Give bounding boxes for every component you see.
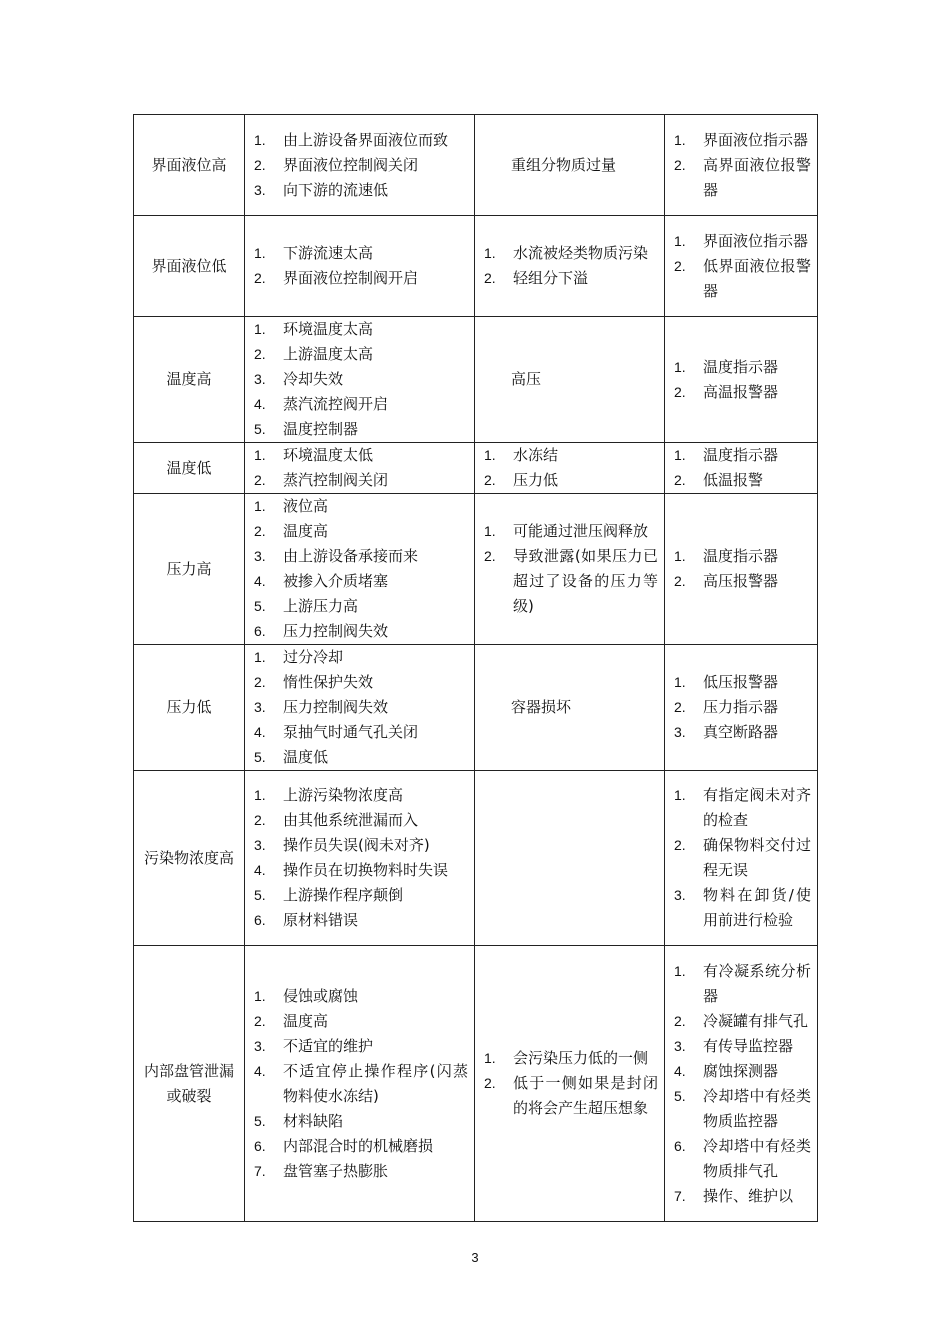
list-number: 1.	[484, 245, 496, 261]
list-item	[245, 392, 474, 417]
list-item	[245, 1059, 474, 1109]
list-number: 1.	[674, 447, 686, 463]
list-text: 温度指示器	[703, 547, 779, 565]
list-text: 向下游的流速低	[283, 180, 389, 199]
safeguards-list	[665, 959, 817, 1209]
list-text: 低界面液位报警器	[703, 256, 811, 300]
list-number: 2.	[484, 472, 496, 488]
list-number: 3.	[674, 724, 686, 740]
list-item	[665, 833, 817, 883]
table-row	[134, 771, 818, 946]
list-text: 轻组分下溢	[513, 269, 589, 287]
deviation-cell: 内部盘管泄漏或破裂	[134, 946, 245, 1222]
list-number: 1.	[674, 787, 686, 803]
list-number: 3.	[254, 1037, 266, 1054]
list-item	[665, 883, 817, 933]
list-text: 高温报警器	[703, 382, 779, 401]
list-number: 1.	[254, 787, 266, 803]
list-number: 2.	[254, 156, 266, 173]
list-number: 2.	[674, 472, 686, 488]
consequences-list	[475, 443, 664, 493]
list-item	[245, 342, 474, 367]
safeguards-list	[665, 670, 817, 745]
consequences-cell	[475, 494, 665, 645]
list-item	[245, 619, 474, 644]
causes-list	[245, 494, 474, 644]
table-body	[134, 115, 818, 1222]
list-text: 压力控制阀失效	[283, 698, 389, 716]
causes-cell	[245, 494, 475, 645]
list-text: 高压报警器	[703, 572, 779, 590]
list-item	[245, 367, 474, 392]
list-item	[245, 128, 474, 153]
list-number: 6.	[254, 623, 266, 639]
list-text: 温度高	[283, 522, 329, 540]
list-item	[245, 745, 474, 770]
table-row	[134, 946, 818, 1222]
causes-list	[245, 128, 474, 203]
list-number: 2.	[254, 812, 266, 828]
list-number: 5.	[674, 1087, 686, 1104]
safeguards-cell	[665, 494, 818, 645]
list-item	[245, 833, 474, 858]
list-number: 1.	[254, 131, 266, 148]
list-text: 蒸汽流控阀开启	[283, 395, 389, 413]
list-item	[245, 645, 474, 670]
list-number: 4.	[254, 724, 266, 740]
consequences-cell	[475, 216, 665, 317]
list-number: 2.	[254, 346, 266, 362]
list-number: 1.	[674, 674, 686, 690]
table-row	[134, 494, 818, 645]
list-number: 3.	[254, 181, 266, 198]
causes-list	[245, 241, 474, 291]
list-number: 2.	[254, 1012, 266, 1029]
list-item	[245, 544, 474, 569]
deviation-cell: 压力低	[134, 645, 245, 771]
list-number: 3.	[254, 699, 266, 715]
list-item	[665, 1084, 817, 1134]
consequences-list	[475, 519, 664, 619]
list-text: 冷凝罐有排气孔	[703, 1011, 809, 1030]
list-text: 过分冷却	[283, 648, 344, 666]
list-item	[245, 1159, 474, 1184]
safeguards-cell	[665, 443, 818, 494]
list-number: 3.	[674, 887, 686, 903]
list-number: 1.	[674, 962, 686, 979]
list-text: 上游温度太高	[283, 345, 374, 363]
list-item	[665, 1009, 817, 1034]
list-item	[665, 254, 817, 304]
list-item	[665, 1134, 817, 1184]
list-text: 原材料错误	[283, 911, 359, 929]
list-number: 3.	[674, 1037, 686, 1054]
safeguards-list	[665, 355, 817, 405]
list-item	[665, 544, 817, 569]
list-number: 1.	[254, 498, 266, 514]
list-text: 界面液位控制阀开启	[283, 269, 419, 287]
list-text: 温度指示器	[703, 357, 779, 376]
list-text: 由其他系统泄漏而入	[283, 811, 419, 829]
table-row	[134, 443, 818, 494]
list-number: 1.	[484, 1050, 496, 1066]
list-item	[245, 883, 474, 908]
list-text: 蒸汽控制阀关闭	[283, 471, 389, 489]
list-item	[245, 443, 474, 468]
list-text: 泵抽气时通气孔关闭	[283, 723, 419, 741]
safeguards-cell	[665, 216, 818, 317]
list-number: 1.	[674, 358, 686, 375]
list-item	[245, 720, 474, 745]
list-item	[245, 808, 474, 833]
list-text: 压力低	[513, 471, 559, 489]
list-number: 5.	[254, 887, 266, 903]
list-item	[665, 229, 817, 254]
list-text: 不适宜的维护	[283, 1036, 374, 1055]
list-item	[245, 266, 474, 291]
list-text: 由上游设备承接而来	[283, 547, 419, 565]
consequences-cell: 重组分物质过量	[475, 115, 665, 216]
list-text: 冷却失效	[283, 370, 344, 388]
list-number: 2.	[484, 548, 496, 564]
table-row	[134, 115, 818, 216]
list-text: 有冷凝系统分析器	[703, 961, 811, 1005]
list-item	[245, 569, 474, 594]
list-number: 4.	[254, 573, 266, 589]
consequences-list	[475, 241, 664, 291]
list-number: 5.	[254, 421, 266, 437]
list-number: 2.	[674, 573, 686, 589]
list-item	[245, 1034, 474, 1059]
deviation-cell: 界面液位高	[134, 115, 245, 216]
list-item	[665, 468, 817, 493]
hazop-table	[133, 114, 818, 1222]
causes-cell	[245, 645, 475, 771]
list-text: 环境温度太低	[283, 446, 374, 464]
list-text: 界面液位控制阀关闭	[283, 155, 419, 174]
list-number: 2.	[674, 1012, 686, 1029]
list-number: 1.	[254, 321, 266, 337]
list-item	[665, 695, 817, 720]
list-number: 2.	[484, 1075, 496, 1091]
list-number: 2.	[674, 383, 686, 400]
list-number: 2.	[674, 699, 686, 715]
list-item	[245, 153, 474, 178]
list-number: 1.	[254, 987, 266, 1004]
list-item	[665, 153, 817, 203]
list-text: 真空断路器	[703, 723, 779, 741]
list-number: 1.	[674, 548, 686, 564]
list-number: 4.	[254, 1062, 266, 1079]
list-item	[665, 355, 817, 380]
list-number: 6.	[674, 1137, 686, 1154]
safeguards-cell	[665, 317, 818, 443]
list-text: 被掺入介质堵塞	[283, 572, 389, 590]
list-text: 液位高	[283, 497, 329, 515]
list-text: 不适宜停止操作程序(闪蒸物料使水冻结)	[283, 1061, 468, 1105]
consequences-cell	[475, 443, 665, 494]
list-number: 3.	[254, 371, 266, 387]
list-item	[245, 594, 474, 619]
list-item	[665, 569, 817, 594]
list-number: 2.	[254, 472, 266, 488]
list-text: 界面液位指示器	[703, 231, 809, 250]
list-item	[245, 494, 474, 519]
list-number: 4.	[254, 396, 266, 412]
list-item	[245, 695, 474, 720]
page-number: 3	[471, 1250, 479, 1265]
list-item	[475, 544, 664, 619]
causes-cell	[245, 946, 475, 1222]
list-text: 水冻结	[513, 446, 559, 464]
list-item	[475, 266, 664, 291]
list-number: 7.	[254, 1162, 266, 1179]
list-number: 4.	[674, 1062, 686, 1079]
list-text: 惰性保护失效	[283, 673, 374, 691]
list-text: 有传导监控器	[703, 1036, 794, 1055]
list-text: 温度低	[283, 748, 329, 766]
list-number: 5.	[254, 749, 266, 765]
list-text: 低压报警器	[703, 673, 779, 691]
list-text: 低于一侧如果是封闭的将会产生超压想象	[513, 1074, 658, 1117]
list-item	[245, 783, 474, 808]
list-item	[245, 241, 474, 266]
list-item	[475, 519, 664, 544]
consequences-cell	[475, 946, 665, 1222]
causes-list	[245, 443, 474, 493]
causes-list	[245, 645, 474, 770]
list-number: 5.	[254, 598, 266, 614]
list-text: 界面液位指示器	[703, 130, 809, 149]
list-text: 侵蚀或腐蚀	[283, 986, 359, 1005]
list-number: 2.	[254, 674, 266, 690]
table-row	[134, 645, 818, 771]
list-text: 由上游设备界面液位而致	[283, 130, 449, 149]
list-text: 操作员在切换物料时失误	[283, 861, 449, 879]
list-text: 低温报警	[703, 471, 764, 489]
list-text: 压力指示器	[703, 698, 779, 716]
list-item	[665, 959, 817, 1009]
list-text: 材料缺陷	[283, 1111, 344, 1130]
list-text: 温度指示器	[703, 446, 779, 464]
safeguards-cell	[665, 115, 818, 216]
list-number: 2.	[254, 270, 266, 286]
safeguards-list	[665, 229, 817, 304]
list-number: 3.	[254, 548, 266, 564]
list-number: 6.	[254, 1137, 266, 1154]
list-text: 冷却塔中有烃类物质排气孔	[703, 1136, 811, 1180]
list-number: 2.	[674, 257, 686, 274]
list-item	[245, 468, 474, 493]
list-text: 盘管塞子热膨胀	[283, 1161, 389, 1180]
list-item	[245, 178, 474, 203]
list-number: 2.	[674, 156, 686, 173]
list-item	[475, 241, 664, 266]
list-number: 3.	[254, 837, 266, 853]
list-text: 会污染压力低的一侧	[513, 1049, 649, 1067]
safeguards-cell	[665, 946, 818, 1222]
table-row	[134, 216, 818, 317]
causes-list	[245, 783, 474, 933]
list-text: 确保物料交付过程无误	[703, 836, 811, 879]
list-item	[245, 984, 474, 1009]
list-text: 温度控制器	[283, 420, 359, 438]
deviation-cell: 界面液位低	[134, 216, 245, 317]
consequences-cell: 容器损坏	[475, 645, 665, 771]
list-number: 1.	[254, 649, 266, 665]
consequences-cell: 高压	[475, 317, 665, 443]
list-text: 高界面液位报警器	[703, 155, 811, 199]
list-item	[665, 380, 817, 405]
list-text: 有指定阀未对齐的检查	[703, 786, 811, 829]
deviation-cell: 温度低	[134, 443, 245, 494]
list-text: 物料在卸货/使用前进行检验	[703, 886, 811, 929]
list-text: 可能通过泄压阀释放	[513, 522, 649, 540]
safeguards-list	[665, 443, 817, 493]
list-item	[245, 317, 474, 342]
list-text: 内部混合时的机械磨损	[283, 1136, 434, 1155]
safeguards-cell	[665, 771, 818, 946]
list-item	[245, 670, 474, 695]
list-text: 压力控制阀失效	[283, 622, 389, 640]
consequences-cell	[475, 771, 665, 946]
list-number: 5.	[254, 1112, 266, 1129]
list-number: 1.	[674, 232, 686, 249]
list-number: 2.	[484, 270, 496, 286]
causes-cell	[245, 771, 475, 946]
list-item	[245, 1134, 474, 1159]
list-number: 1.	[254, 447, 266, 463]
list-text: 上游操作程序颠倒	[283, 886, 404, 904]
list-text: 水流被烃类物质污染	[513, 244, 649, 262]
list-number: 2.	[254, 523, 266, 539]
safeguards-cell	[665, 645, 818, 771]
list-text: 下游流速太高	[283, 244, 374, 262]
safeguards-list	[665, 128, 817, 203]
list-item	[665, 1184, 817, 1209]
safeguards-list	[665, 783, 817, 933]
list-number: 1.	[254, 245, 266, 261]
list-text: 腐蚀探测器	[703, 1061, 779, 1080]
list-item	[665, 443, 817, 468]
list-item	[245, 519, 474, 544]
list-item	[665, 720, 817, 745]
list-text: 操作、维护以	[703, 1186, 794, 1205]
list-item	[475, 1071, 664, 1121]
list-item	[665, 1034, 817, 1059]
causes-cell	[245, 443, 475, 494]
list-item	[245, 908, 474, 933]
list-item	[475, 1046, 664, 1071]
list-number: 1.	[484, 447, 496, 463]
safeguards-list	[665, 544, 817, 594]
list-item	[665, 670, 817, 695]
list-number: 7.	[674, 1187, 686, 1204]
list-text: 操作员失误(阀未对齐)	[283, 836, 430, 854]
list-item	[665, 783, 817, 833]
deviation-cell: 污染物浓度高	[134, 771, 245, 946]
list-number: 1.	[674, 131, 686, 148]
causes-cell	[245, 317, 475, 443]
causes-list	[245, 317, 474, 442]
list-item	[245, 417, 474, 442]
list-item	[245, 1009, 474, 1034]
list-text: 上游污染物浓度高	[283, 786, 404, 804]
list-number: 2.	[674, 837, 686, 853]
list-text: 温度高	[283, 1011, 329, 1030]
list-text: 冷却塔中有烃类物质监控器	[703, 1086, 811, 1130]
list-number: 4.	[254, 862, 266, 878]
causes-list	[245, 984, 474, 1184]
list-text: 导致泄露(如果压力已超过了设备的压力等级)	[513, 547, 658, 615]
list-text: 上游压力高	[283, 597, 359, 615]
deviation-cell: 温度高	[134, 317, 245, 443]
causes-cell	[245, 216, 475, 317]
causes-cell	[245, 115, 475, 216]
list-item	[665, 128, 817, 153]
list-item	[245, 1109, 474, 1134]
list-number: 6.	[254, 912, 266, 928]
deviation-cell: 压力高	[134, 494, 245, 645]
list-item	[245, 858, 474, 883]
list-item	[665, 1059, 817, 1084]
list-text: 环境温度太高	[283, 320, 374, 338]
list-number: 1.	[484, 523, 496, 539]
table-row	[134, 317, 818, 443]
list-item	[475, 468, 664, 493]
consequences-list	[475, 1046, 664, 1121]
list-item	[475, 443, 664, 468]
